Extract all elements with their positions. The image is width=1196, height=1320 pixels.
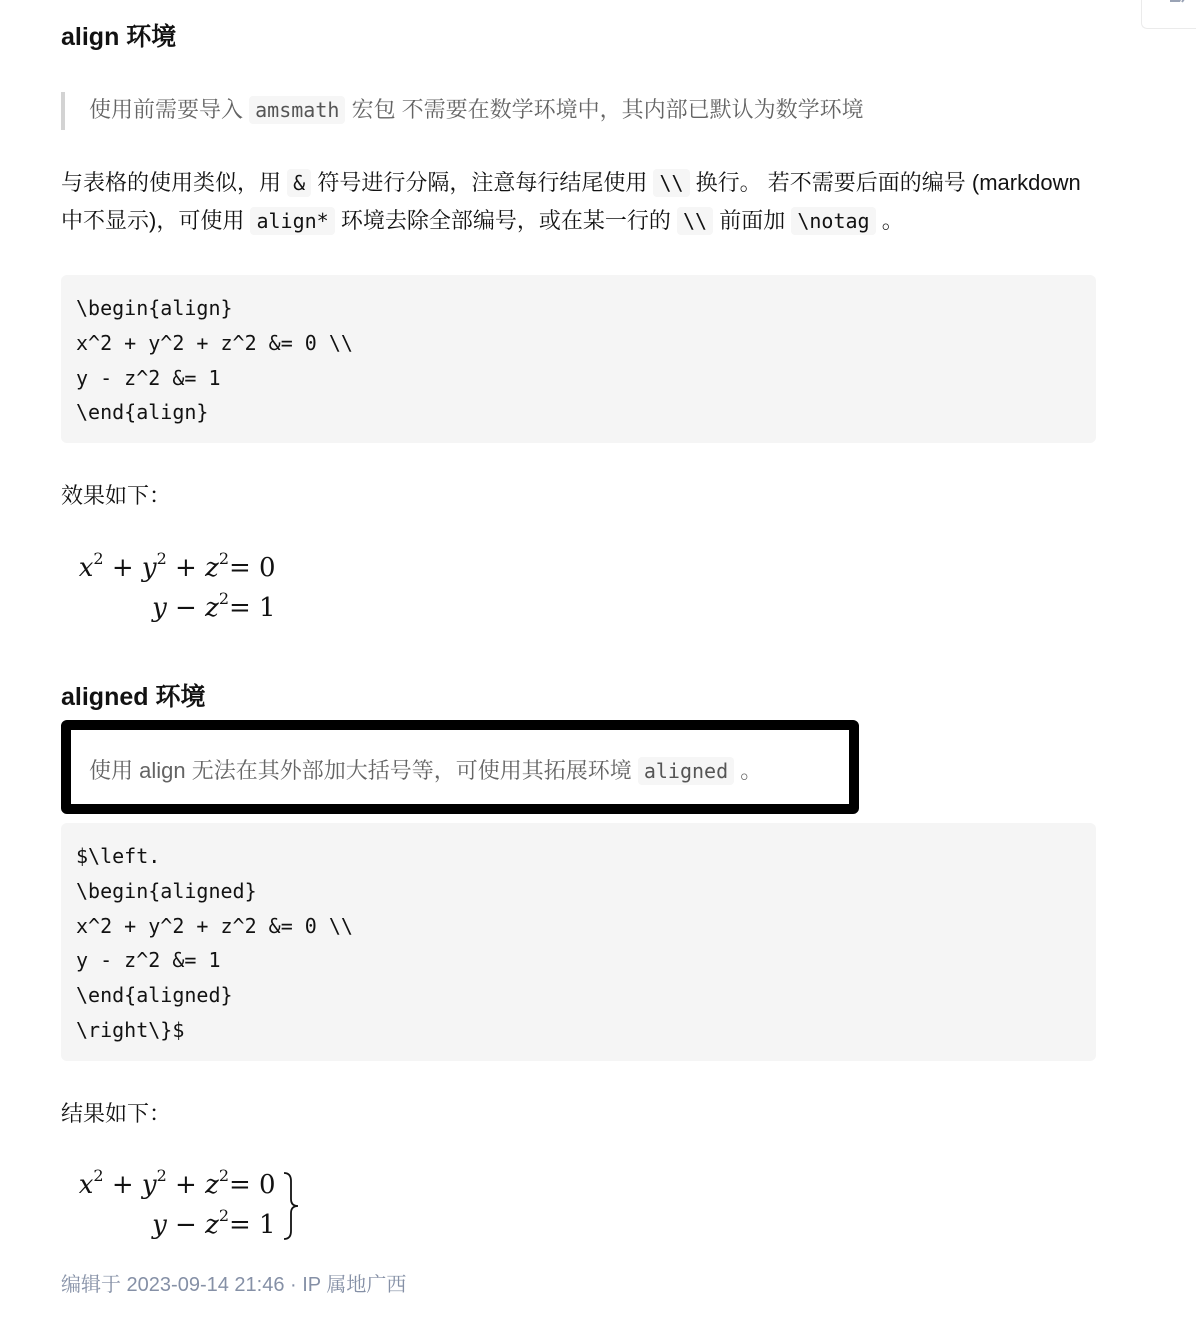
quote-text: 使用 align 无法在其外部加大括号等，可使用其拓展环境 [89,758,632,783]
heading-align: align 环境 [61,23,177,51]
math-rhs: = 0 [229,1170,276,1200]
code-line: \begin{aligned} [76,878,257,903]
code-block-align[interactable] [61,275,1096,443]
code-line: \end{aligned} [76,983,233,1008]
result-label-aligned: 结果如下： [61,1101,172,1126]
paragraph-align-usage [61,164,1096,240]
para-text: 前面加 [719,208,786,233]
blockquote-aligned [89,753,762,789]
para-text: 与表格的使用类似，用 [61,170,282,195]
quote-text: 宏包 不需要在数学环境中，其内部已默认为数学环境 [351,97,864,122]
para-text: 符号进行分隔，注意每行结尾使用 [317,170,648,195]
code-line: \begin{align} [76,296,233,320]
code-block-aligned[interactable] [61,823,1096,1061]
para-text: 环境去除全部编号，或在某一行的 [340,208,671,233]
result-label-align: 效果如下： [61,483,172,508]
math-lhs: $y - z^2$ [152,1206,229,1240]
code-line: \right\}$ [76,1017,185,1042]
code-line: y - z^2 &= 1 [76,948,221,973]
inline-code: aligned [638,757,734,785]
math-rhs: = 1 [229,593,276,623]
inline-code: align* [250,207,334,235]
blockquote-align [61,92,1096,130]
math-rhs: = 0 [229,553,276,583]
inline-code: \notag [791,207,875,235]
edit-icon[interactable] [1168,0,1186,6]
edit-widget[interactable] [1141,0,1196,29]
quote-text: 。 [740,758,763,783]
code-line: \end{align} [76,400,209,425]
math-lhs: $x^2 + y^2 + z^2$ [78,1166,229,1200]
math-lhs: $y - z^2$ [152,589,229,623]
code-line: x^2 + y^2 + z^2 &= 0 \\ [76,913,353,938]
math-row-lhs [61,588,229,628]
para-text: 换行。 若不需要后面的编号 (markdown 中不显示)，可使用 [61,170,1081,233]
heading-aligned: aligned 环境 [61,683,206,711]
inline-code: \\ [677,207,713,235]
math-row-lhs [61,548,229,588]
para-text: 。 [881,208,904,233]
edit-timestamp: 编辑于 2023-09-14 21:46 · IP 属地广西 [61,1274,407,1296]
math-row-lhs [61,1165,229,1205]
quote-text: 使用前需要导入 [89,97,244,122]
math-rhs: = 1 [229,1210,276,1240]
math-row-lhs [61,1205,229,1245]
right-brace-icon [281,1171,301,1241]
highlight-box [61,720,859,814]
math-lhs: $x^2 + y^2 + z^2$ [78,549,229,583]
code-line: x^2 + y^2 + z^2 &= 0 \\ [76,330,353,355]
code-line: y - z^2 &= 1 [76,365,221,390]
inline-code: & [287,169,311,197]
code-line: $\left. [76,844,161,868]
inline-code: \\ [653,169,689,197]
inline-code: amsmath [249,96,345,124]
